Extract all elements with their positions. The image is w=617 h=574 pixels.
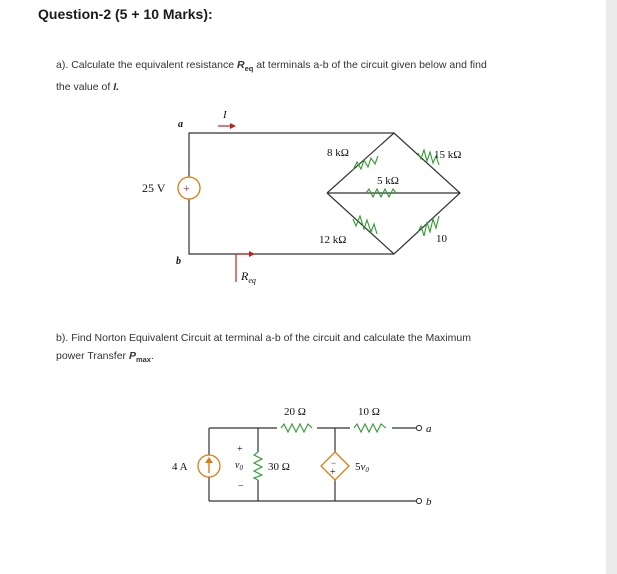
r4-label: 12 kΩ [319,234,347,246]
r-top2-label: 10 Ω [358,406,380,418]
dep-plus: + [330,467,336,478]
dep-var: v [360,461,366,473]
part-a-line1-pre: Calculate the equivalent resistance [71,59,235,71]
part-b-label: b). [56,332,69,344]
question-title: Question-2 (5 + 10 Marks): [38,6,213,22]
current-source-4a [198,455,220,477]
v0-label [235,460,243,472]
part-b-line1: Find Norton Equivalent Circuit at terminal a-b of the circuit and calculate the Maximum [71,332,471,344]
part-b-line2-pre: power Transfer [56,350,127,362]
part-a-req-main: R [236,59,245,71]
r2-label: 15 kΩ [434,149,462,161]
v0-var: v [235,460,240,471]
part-a-req-sub: eq [244,64,254,74]
dependent-source [321,452,349,480]
part-b-pmax-main: P [128,350,136,362]
part-a-label: a). [56,59,69,71]
part-b-line2-post: . [150,350,154,362]
r1-label: 8 kΩ [327,147,349,159]
current-source-label: 4 A [172,461,188,473]
part-a-line2-var: I. [113,81,120,94]
r-mid-label: 30 Ω [268,461,290,473]
req-sub: eq [248,276,256,285]
r5-label: 10 [436,233,447,245]
source-plus-sign: + [183,181,190,195]
dep-sub: 0 [365,466,369,474]
req-main: R [241,269,249,283]
terminal-b-node [416,498,421,503]
v0-sub: 0 [239,464,243,472]
terminal-a-label-b: a [426,423,432,435]
v0-plus: + [237,444,243,455]
terminal-a-node [416,425,421,430]
terminal-b-label-b: b [426,496,432,508]
r-top1-label: 20 Ω [284,406,306,418]
part-a-line1-post: at terminals a-b of the circuit given below and find [256,59,487,71]
terminal-a-label: a [178,119,183,130]
dep-coeff: 5 [355,461,361,473]
source-label: 25 V [142,181,166,195]
dep-minus: − [331,458,337,468]
dep-label [355,461,369,474]
part-b-pmax-sub: max [135,355,151,365]
part-a-line2-pre: the value of [56,81,111,94]
terminal-b-label: b [176,256,181,267]
v0-minus: − [238,481,244,492]
resistor-30 [254,452,262,480]
current-label: I [223,109,227,121]
r3-label: 5 kΩ [377,175,399,187]
